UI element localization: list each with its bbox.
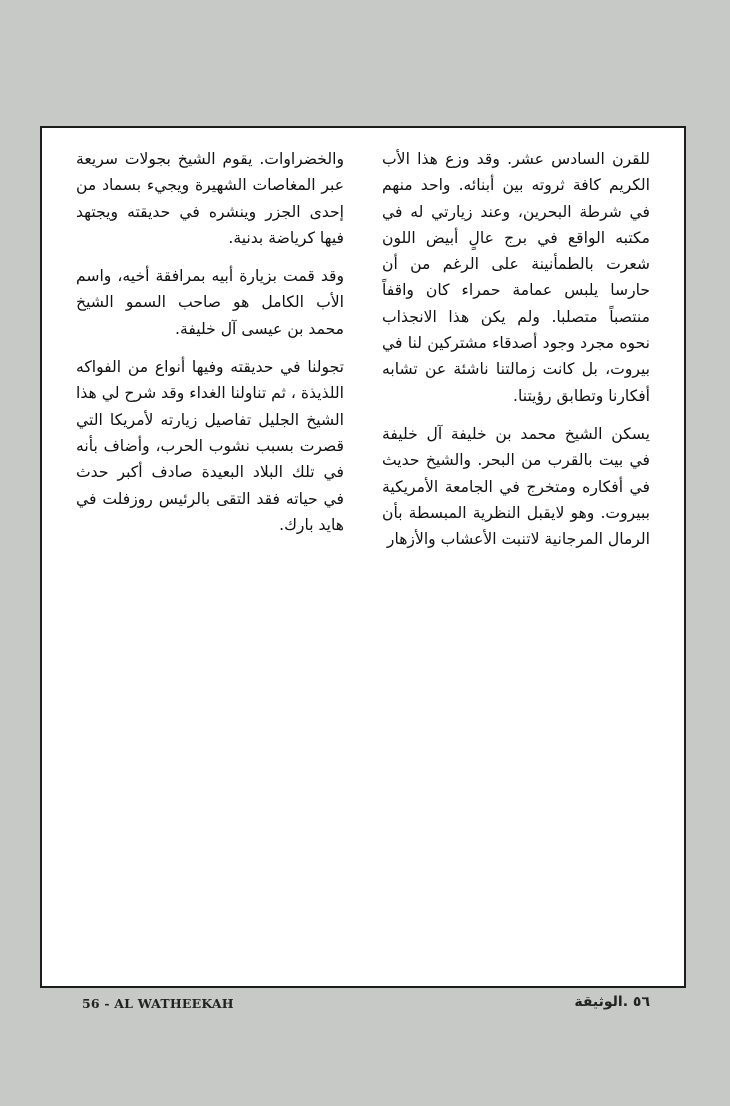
paragraph: وقد قمت بزيارة أبيه بمرافقة أخيه، واسم الأب الكامل هو صاحب السمو الشيخ محمد بن عيسى آل خليفة. <box>76 267 344 338</box>
page-footer-english: 56 - AL WATHEEKAH <box>82 996 234 1011</box>
paragraph: للقرن السادس عشر. وقد وزع هذا الأب الكريم كافة ثروته بين أبنائه. واحد منهم في شرطة البحرين، وعند زيارتي له في مكتبه الواقع في برج عالٍ أبيض اللون شعرت بالطمأنينة على الرغم من أن حارسا يلبس عمامة حمراء كان واقفاً منتصباً متصلبا. ولم يكن هذا الانجذاب نحوه مجرد وجود أصدقاء مشتركين لنا في بيروت، بل كانت زمالتنا ناشئة عن تشابه أفكارنا وتطابق رؤيتنا. <box>382 150 650 405</box>
page-footer-arabic: ٥٦ .الوثيقة <box>574 994 650 1010</box>
paragraph: يسكن الشيخ محمد بن خليفة آل خليفة في بيت بالقرب من البحر. والشيخ حديث في أفكاره ومتخرج في الجامعة الأمريكية ببيروت. وهو لايقبل النظرية المبسطة بأن الرمال المرجانية لاتنبت الأعشاب والأزهار <box>382 424 650 549</box>
text-column-left <box>76 146 344 550</box>
content-frame <box>40 126 686 988</box>
text-column-right <box>382 146 650 564</box>
paragraph: والخضراوات. يقوم الشيخ بجولات سريعة عبر المغاصات الشهيرة ويجيء بسماد من إحدى الجزر وينشره في حديقته ويجتهد فيها كرياضة بدنية. <box>76 150 344 247</box>
paragraph: تجولنا في حديقته وفيها أنواع من الفواكه اللذيذة ، ثم تناولنا الغداء وقد شرح لي هذا الشيخ الجليل تفاصيل زيارته لأمريكا التي قصرت بسبب نشوب الحرب، وأضاف بأنه في تلك البلاد البعيدة صادف أكبر حدث في حياته فقد التقى بالرئيس روزفلت في هايد بارك. <box>76 358 344 534</box>
